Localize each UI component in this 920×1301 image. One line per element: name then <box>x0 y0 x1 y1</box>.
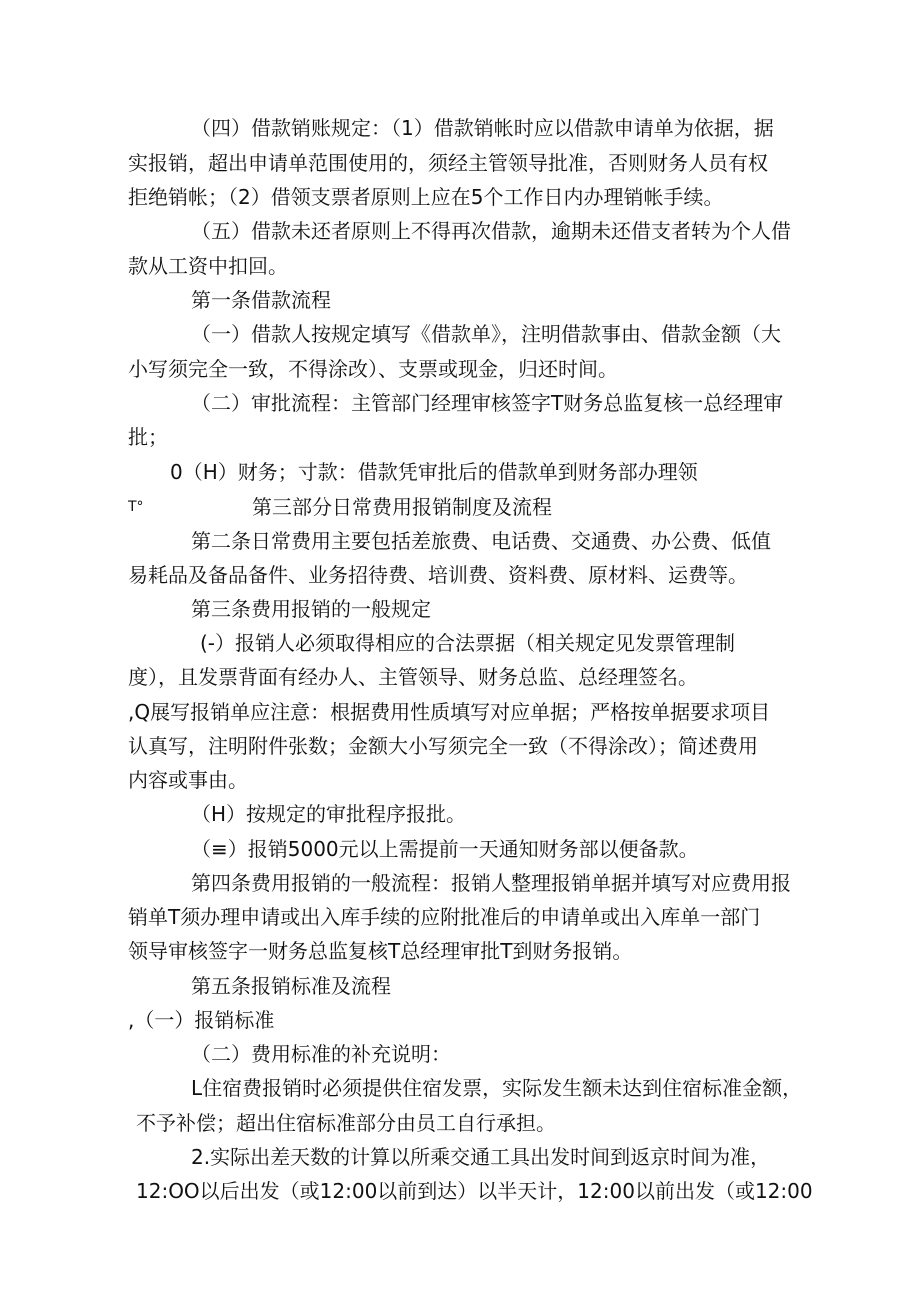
text-line: ,（一）报销标准 <box>128 1008 275 1032</box>
text-line: （一）借款人按规定填写《借款单》，注明借款事由、借款金额（大 <box>191 322 781 346</box>
section-heading: 第一条借款流程 <box>191 288 331 312</box>
text-line: 第二条日常费用主要包括差旅费、电话费、交通费、办公费、低值 <box>191 529 771 553</box>
text-line: 2.实际出差天数的计算以所乘交通工具出发时间到返京时间为准， <box>191 1145 771 1169</box>
text-line: 0（H）财务；寸款：借款凭审批后的借款单到财务部办理领 <box>170 460 698 484</box>
text-line: （二）审批流程：主管部门经理审核签字T财务总监复核一总经理审 <box>191 391 784 415</box>
text-line: 不予补偿；超出住宿标准部分由员工自行承担。 <box>136 1111 556 1135</box>
text-line: T° <box>128 499 144 515</box>
text-line: L住宿费报销时必须提供住宿发票，实际发生额未达到住宿标准金额， <box>191 1076 803 1100</box>
text-line: （二）费用标准的补充说明： <box>191 1042 451 1066</box>
text-line: (-）报销人必须取得相应的合法票据（相关规定见发票管理制 <box>200 631 736 655</box>
text-line: （≡）报销5000元以上需提前一天通知财务部以便备款。 <box>191 837 699 861</box>
text-line: 内容或事由。 <box>128 768 248 792</box>
section-heading: 第三条费用报销的一般规定 <box>191 597 431 621</box>
text-line: 批； <box>128 425 168 449</box>
text-line: 款从工资中扣回。 <box>128 254 288 278</box>
section-heading: 第五条报销标准及流程 <box>191 974 391 998</box>
text-line: 实报销，超出申请单范围使用的，须经主管领导批准，否则财务人员有权 <box>128 151 768 175</box>
text-line: ,Q展写报销单应注意：根据费用性质填写对应单据；严格按单据要求项目 <box>128 700 771 724</box>
text-line: 小写须完全一致，不得涂改）、支票或现金，归还时间。 <box>128 357 618 381</box>
text-line: （H）按规定的审批程序报批。 <box>191 802 467 826</box>
text-line: 12:OO以后出发（或12:00以前到达）以半天计，12:00以前出发（或12:00 <box>136 1179 813 1203</box>
text-line: 认真写，注明附件张数；金额大小写须完全一致（不得涂改）；简述费用 <box>128 734 758 758</box>
part-heading: 第三部分日常费用报销制度及流程 <box>252 495 552 519</box>
text-line: 拒绝销帐；（2）借领支票者原则上应在5个工作日内办理销帐手续。 <box>128 185 724 209</box>
text-line: 领导审核签字一财务总监复核T总经理审批T到财务报销。 <box>128 939 633 963</box>
text-line: 销单T须办理申请或出入库手续的应附批准后的申请单或出入库单一部门 <box>128 905 761 929</box>
text-line: （四）借款销账规定：（1）借款销帐时应以借款申请单为依据，据 <box>191 116 774 140</box>
text-line: 第四条费用报销的一般流程：报销人整理报销单据并填写对应费用报 <box>191 871 791 895</box>
text-line: （五）借款未还者原则上不得再次借款，逾期未还借支者转为个人借 <box>191 219 791 243</box>
text-line: 易耗品及备品备件、业务招待费、培训费、资料费、原材料、运费等。 <box>128 563 748 587</box>
text-line: 度），且发票背面有经办人、主管领导、财务总监、总经理签名。 <box>128 665 698 689</box>
